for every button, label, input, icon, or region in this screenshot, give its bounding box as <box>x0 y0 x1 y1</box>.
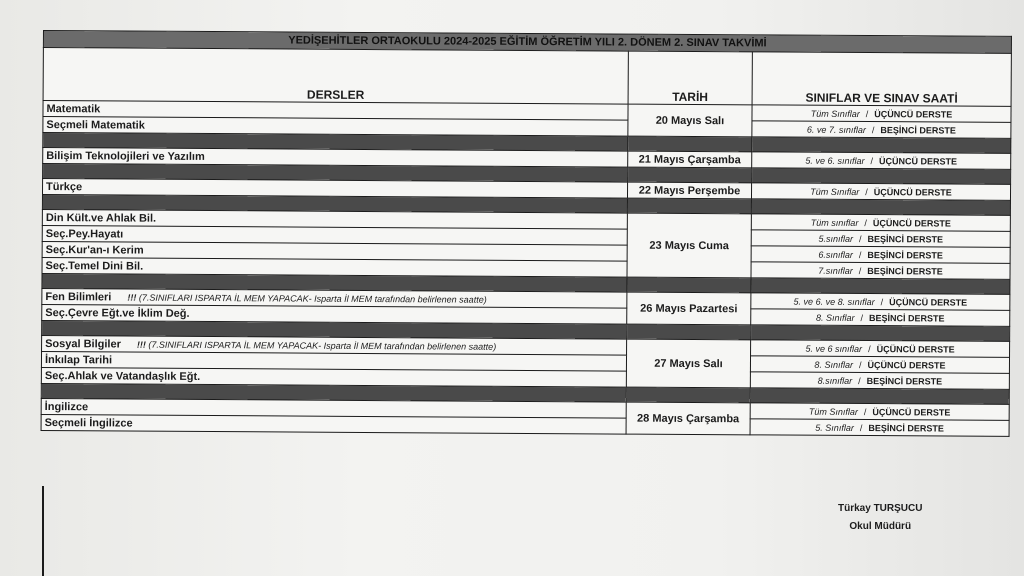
subject-note <box>137 339 496 351</box>
subject-note <box>127 292 486 304</box>
subject-name: Türkçe <box>46 180 83 193</box>
class-group: 8. Sınıflar <box>814 359 854 370</box>
separator-slash: / <box>858 249 862 260</box>
subject-name: Seç.Çevre Eğt.ve İklim Değ. <box>45 306 190 320</box>
separator-slash: / <box>859 422 863 433</box>
separator-slash: / <box>865 108 869 119</box>
subject-name: İngilizce <box>44 400 89 413</box>
class-group: Tüm Sınıflar <box>808 406 858 417</box>
separator-cell <box>628 167 752 183</box>
subject-name: Sosyal Bilgiler <box>45 337 121 350</box>
subject-name: Seç.Temel Dini Bil. <box>45 259 144 273</box>
separator-slash: / <box>858 359 862 370</box>
exam-time: ÜÇÜNCÜ DERSTE <box>889 296 968 308</box>
exam-time: BEŞİNCİ DERSTE <box>869 312 945 324</box>
separator-slash: / <box>858 375 861 386</box>
subject-name: Fen Bilimleri <box>45 290 112 303</box>
separator-slash: / <box>858 265 862 276</box>
date-cell: 22 Mayıs Perşembe <box>627 182 751 199</box>
date-cell: 21 Mayıs Çarşamba <box>628 151 752 168</box>
classes-cell <box>752 152 1011 170</box>
separator-cell <box>751 199 1010 216</box>
class-group: 8.sınıflar <box>817 375 853 386</box>
exam-time: ÜÇÜNCÜ DERSTE <box>878 155 958 167</box>
separator-slash: / <box>871 124 875 135</box>
date-cell: 26 Mayıs Pazartesi <box>627 292 751 325</box>
separator-slash: / <box>858 233 862 244</box>
exam-time: BEŞİNCİ DERSTE <box>867 249 943 261</box>
header-row <box>43 48 1011 107</box>
note-text: (7.SINIFLARI ISPARTA İL MEM YAPACAK- Isparta İl MEM tarafından belirlenen saatte) <box>138 292 487 305</box>
signature-role: Okul Müdürü <box>849 521 912 532</box>
date-cell: 23 Mayıs Cuma <box>627 213 751 278</box>
classes-cell <box>750 356 1009 374</box>
exam-time: BEŞİNCİ DERSTE <box>868 422 944 434</box>
classes-cell <box>751 340 1010 358</box>
subject-name: Bilişim Teknolojileri ve Yazılım <box>46 149 205 163</box>
classes-cell <box>750 403 1009 421</box>
class-group: 7.sınıflar <box>818 265 853 276</box>
classes-cell <box>751 214 1010 232</box>
classes-cell <box>751 309 1010 327</box>
separator-cell <box>751 325 1010 342</box>
exam-time: BEŞİNCİ DERSTE <box>867 265 943 277</box>
class-group: 5.sınıflar <box>818 233 854 244</box>
classes-cell <box>750 419 1009 437</box>
exam-time: ÜÇÜNCÜ DERSTE <box>872 406 951 418</box>
classes-cell <box>751 262 1010 280</box>
exam-time: BEŞİNCİ DERSTE <box>880 124 956 136</box>
class-group: Tüm Sınıflar <box>810 186 860 197</box>
separator-cell <box>628 136 752 152</box>
separator-slash: / <box>865 186 868 197</box>
subject-name: Seç.Kur'an-ı Kerim <box>45 243 144 257</box>
subject-cell <box>41 414 626 434</box>
schedule-title: YEDİŞEHİTLER ORTAOKULU 2024-2025 EĞİTİM ÖĞRETİM YILI 2. DÖNEM 2. SINAV TAKVİMİ <box>43 31 1011 54</box>
signature-name: Türkay TURŞUCU <box>838 503 923 514</box>
separator-cell <box>627 324 751 340</box>
class-group: 5. Sınıflar <box>815 422 854 433</box>
classes-cell <box>751 230 1010 248</box>
subject-name: Seç.Ahlak ve Vatandaşlık Eğt. <box>44 369 201 383</box>
header-subjects: DERSLER <box>43 48 628 105</box>
exam-schedule-table <box>41 30 1012 437</box>
subject-name: Matematik <box>46 102 101 115</box>
header-classes: SINIFLAR VE SINAV SAATİ <box>752 52 1011 107</box>
separator-cell <box>752 168 1011 185</box>
exam-time: ÜÇÜNCÜ DERSTE <box>872 217 951 229</box>
signature-block <box>838 500 922 536</box>
separator-slash: / <box>870 155 874 166</box>
subject-name: Seçmeli İngilizce <box>44 416 133 430</box>
note-text: (7.SINIFLARI ISPARTA İL MEM YAPACAK- Isparta İl MEM tarafından belirlenen saatte) <box>148 339 497 352</box>
class-group: Tüm sınıflar <box>810 217 859 228</box>
exam-time: ÜÇÜNCÜ DERSTE <box>874 108 953 120</box>
separator-slash: / <box>860 312 864 323</box>
exam-time: BEŞİNCİ DERSTE <box>866 375 943 386</box>
date-cell: 27 Mayıs Salı <box>626 339 750 388</box>
subject-name: Seçmeli Matematik <box>46 118 145 132</box>
class-group: 5. ve 6. sınıflar <box>805 155 865 166</box>
class-group: 6.sınıflar <box>818 249 853 260</box>
separator-cell <box>750 388 1009 405</box>
note-marker: !!! <box>127 292 137 303</box>
classes-cell <box>751 183 1010 201</box>
classes-cell <box>752 105 1011 123</box>
exam-time: ÜÇÜNCÜ DERSTE <box>873 186 952 198</box>
subject-name: Din Kült.ve Ahlak Bil. <box>45 211 157 225</box>
separator-cell <box>627 277 751 293</box>
date-cell: 28 Mayıs Çarşamba <box>626 402 750 435</box>
class-group: 8. Sınıflar <box>815 312 855 323</box>
class-group: 5. ve 6. ve 8. sınıflar <box>793 296 875 307</box>
exam-time: BEŞİNCİ DERSTE <box>867 233 944 245</box>
class-group: 6. ve 7. sınıflar <box>806 124 866 135</box>
class-group: 5. ve 6 sınıflar <box>805 343 863 354</box>
separator-cell <box>626 387 750 403</box>
subject-name: İnkılap Tarihi <box>44 353 113 366</box>
separator-cell <box>751 278 1010 295</box>
exam-time: ÜÇÜNCÜ DERSTE <box>867 359 946 371</box>
separator-slash: / <box>868 343 871 354</box>
classes-cell <box>750 372 1009 390</box>
classes-cell <box>751 246 1010 264</box>
exam-time: ÜÇÜNCÜ DERSTE <box>876 343 955 355</box>
separator-slash: / <box>863 406 867 417</box>
note-marker: !!! <box>136 339 146 350</box>
separator-slash: / <box>864 217 867 228</box>
date-cell: 20 Mayıs Salı <box>628 104 752 137</box>
separator-cell <box>627 198 751 214</box>
separator-cell <box>752 137 1011 154</box>
classes-cell <box>751 293 1010 311</box>
subject-name: Seç.Pey.Hayatı <box>45 227 124 240</box>
header-date: TARİH <box>628 51 752 105</box>
page-border-line <box>42 486 44 576</box>
separator-slash: / <box>880 296 884 307</box>
classes-cell <box>752 121 1011 139</box>
class-group: Tüm Sınıflar <box>810 108 860 119</box>
